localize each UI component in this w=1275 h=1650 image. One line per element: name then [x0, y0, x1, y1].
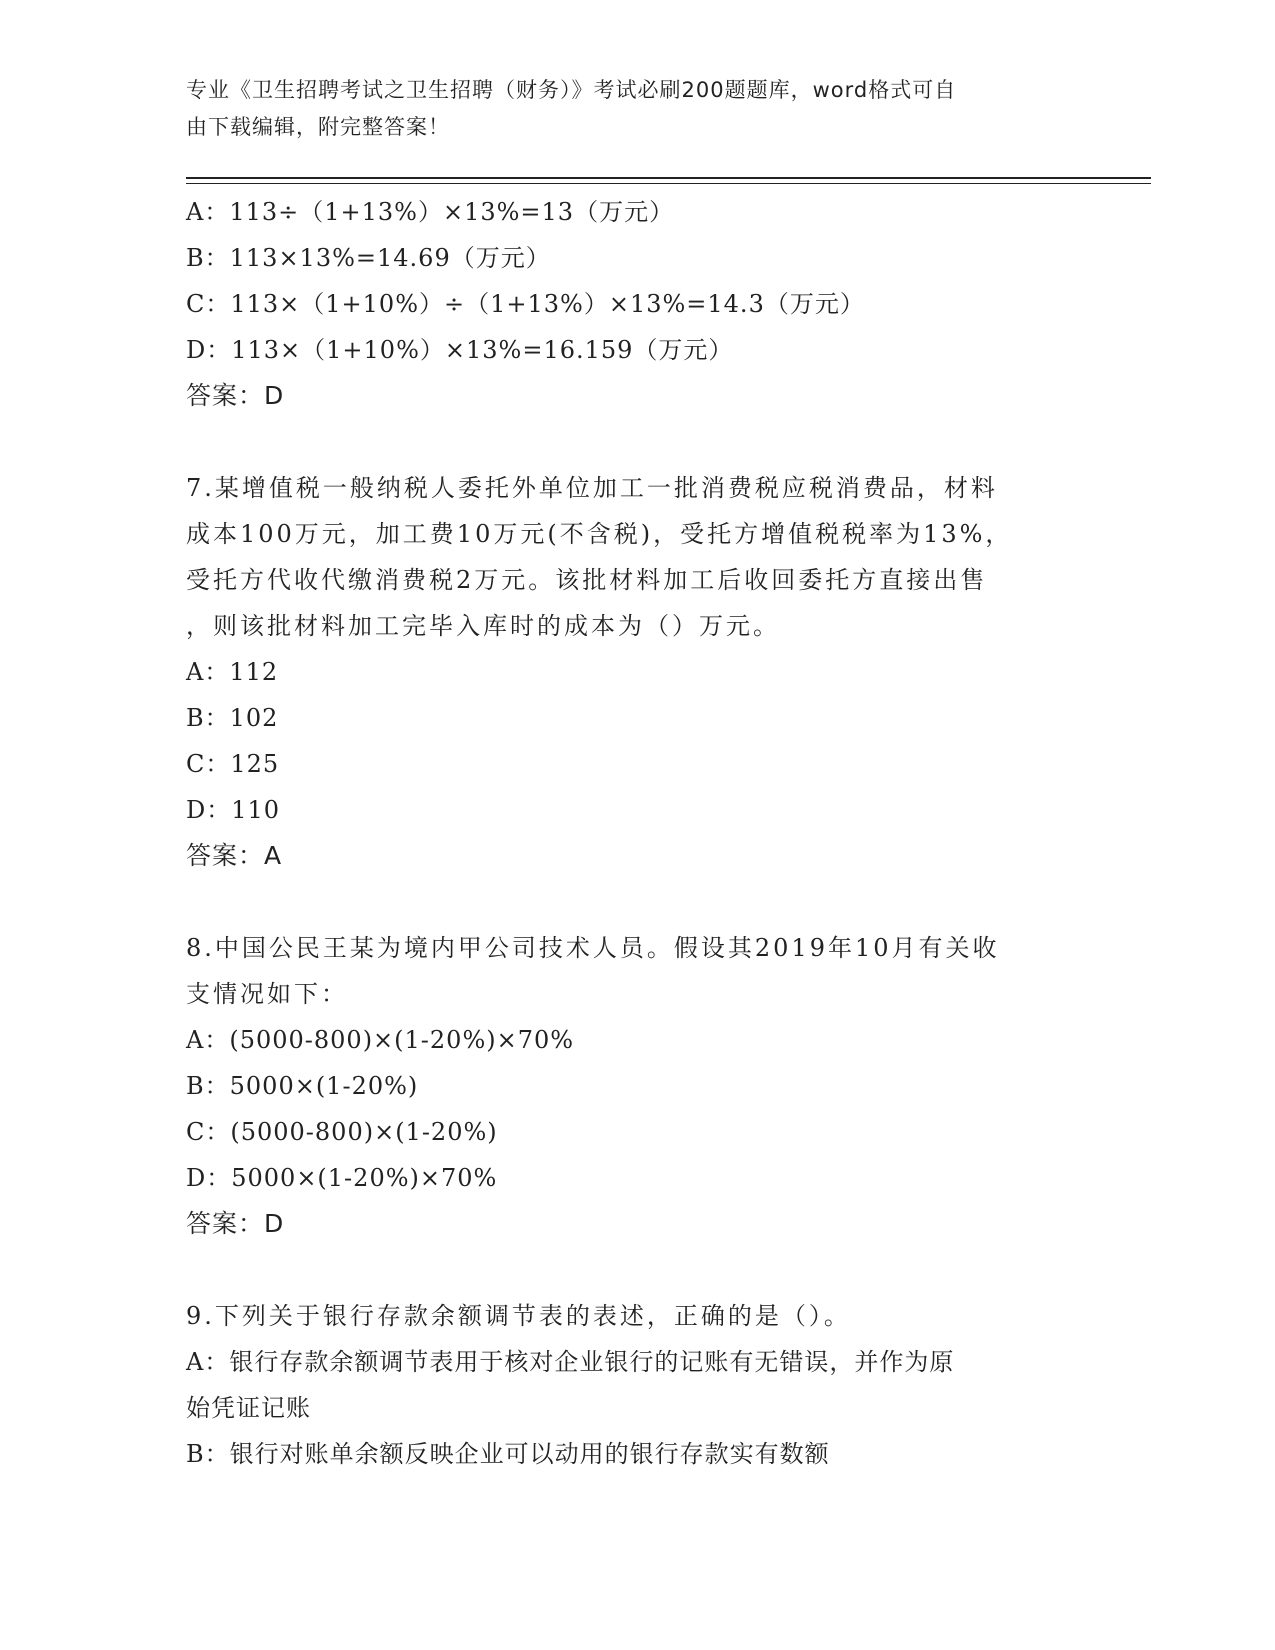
stem-line: 成本100万元，加工费10万元(不含税)，受托方增值税税率为13%， — [186, 520, 1013, 548]
stem-line: 7.某增值税一般纳税人委托外单位加工一批消费税应税消费品，材料 — [186, 474, 998, 502]
option-c: C：(5000-800)×(1-20%) — [186, 1118, 498, 1146]
document-header — [186, 72, 1066, 146]
stem-line: 支情况如下： — [186, 980, 348, 1008]
question-9 — [186, 1293, 1086, 1477]
stem-line: ，则该批材料加工完毕入库时的成本为（）万元。 — [186, 612, 780, 640]
spacer — [186, 1247, 1086, 1293]
question-8 — [186, 925, 1086, 1247]
option-d: D：113×（1+10%）×13%=16.159（万元） — [186, 336, 734, 364]
option-a: A：112 — [186, 658, 279, 686]
question-7 — [186, 465, 1086, 879]
option-a: A：113÷（1+13%）×13%=13（万元） — [186, 198, 675, 226]
stem-line: 9.下列关于银行存款余额调节表的表述，正确的是（）。 — [186, 1302, 851, 1330]
option-b: B：102 — [186, 704, 279, 732]
option-a-continued: 始凭证记账 — [186, 1394, 311, 1422]
answer: 答案：A — [186, 841, 283, 870]
question-stem — [186, 1293, 1086, 1339]
option-d: D：5000×(1-20%)×70% — [186, 1164, 498, 1192]
option-b: B：5000×(1-20%) — [186, 1072, 419, 1100]
stem-line: 8.中国公民王某为境内甲公司技术人员。假设其2019年10月有关收 — [186, 934, 1000, 962]
question-stem — [186, 465, 1086, 649]
option-a: A：银行存款余额调节表用于核对企业银行的记账有无错误，并作为原 — [186, 1348, 955, 1376]
header-line-1: 专业《卫生招聘考试之卫生招聘（财务）》考试必刷200题题库，word格式可自 — [186, 78, 957, 102]
header-divider-thin — [186, 183, 1151, 184]
option-c: C：125 — [186, 750, 280, 778]
option-c: C：113×（1+10%）÷（1+13%）×13%=14.3（万元） — [186, 290, 865, 318]
answer: 答案：D — [186, 381, 285, 410]
header-divider-thick — [186, 177, 1151, 179]
question-6 — [186, 189, 1086, 419]
header-line-2: 由下载编辑，附完整答案！ — [186, 115, 450, 139]
spacer — [186, 879, 1086, 925]
question-content — [186, 189, 1086, 1477]
question-stem — [186, 925, 1086, 1017]
stem-line: 受托方代收代缴消费税2万元。该批材料加工后收回委托方直接出售 — [186, 566, 988, 594]
answer: 答案：D — [186, 1209, 285, 1238]
option-d: D：110 — [186, 796, 281, 824]
spacer — [186, 419, 1086, 465]
option-b: B：113×13%=14.69（万元） — [186, 244, 551, 272]
option-b: B：银行对账单余额反映企业可以动用的银行存款实有数额 — [186, 1440, 830, 1468]
option-a: A：(5000-800)×(1-20%)×70% — [186, 1026, 575, 1054]
